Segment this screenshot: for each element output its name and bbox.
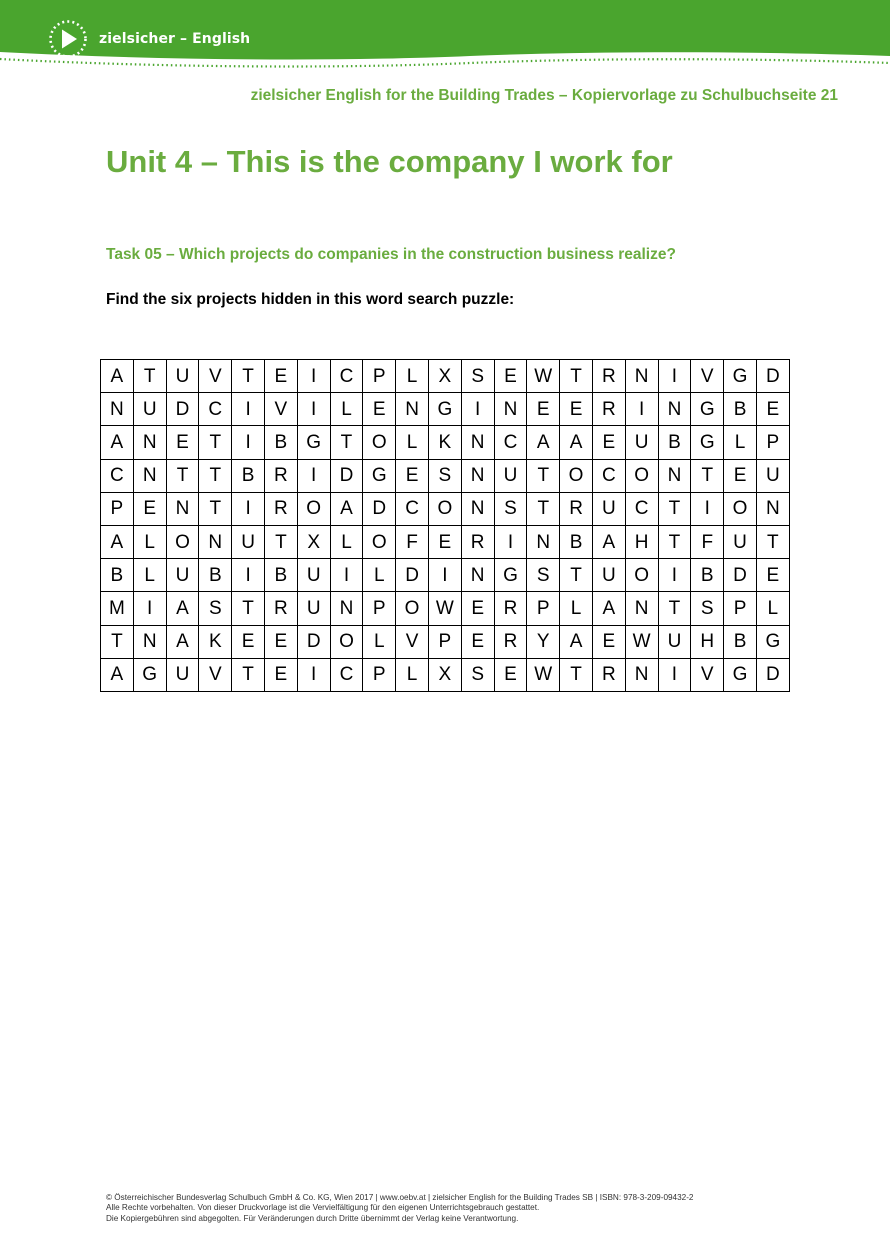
grid-cell: E	[527, 393, 560, 426]
grid-cell: I	[297, 360, 330, 393]
grid-cell: I	[133, 592, 166, 625]
grid-cell: B	[199, 559, 232, 592]
grid-cell: N	[133, 426, 166, 459]
grid-cell: N	[625, 658, 658, 691]
grid-cell: U	[133, 393, 166, 426]
grid-cell: G	[297, 426, 330, 459]
grid-cell: K	[199, 625, 232, 658]
grid-cell: T	[658, 592, 691, 625]
grid-cell: W	[527, 658, 560, 691]
grid-cell: N	[625, 360, 658, 393]
grid-cell: E	[264, 360, 297, 393]
grid-cell: I	[658, 658, 691, 691]
grid-cell: E	[232, 625, 265, 658]
grid-cell: X	[428, 360, 461, 393]
grid-cell: N	[658, 393, 691, 426]
grid-cell: E	[166, 426, 199, 459]
grid-cell: A	[101, 360, 134, 393]
grid-cell: P	[101, 492, 134, 525]
grid-cell: O	[396, 592, 429, 625]
grid-cell: U	[494, 459, 527, 492]
grid-cell: N	[461, 492, 494, 525]
footer-rights: Alle Rechte vorbehalten. Von dieser Druckvorlage ist die Vervielfältigung für den eigenen Unterrichtsgebrauch gestattet.	[106, 1203, 540, 1213]
grid-cell: I	[232, 393, 265, 426]
grid-cell: E	[560, 393, 593, 426]
task-instruction: Find the six projects hidden in this word search puzzle:	[106, 291, 515, 308]
grid-cell: R	[494, 625, 527, 658]
grid-cell: I	[658, 360, 691, 393]
grid-cell: C	[592, 459, 625, 492]
grid-cell: I	[232, 559, 265, 592]
grid-cell: A	[330, 492, 363, 525]
grid-cell: T	[330, 426, 363, 459]
grid-cell: B	[724, 625, 757, 658]
grid-cell: E	[133, 492, 166, 525]
grid-cell: L	[724, 426, 757, 459]
grid-cell: E	[428, 525, 461, 558]
grid-cell: O	[363, 426, 396, 459]
grid-cell: E	[494, 658, 527, 691]
grid-cell: D	[297, 625, 330, 658]
grid-cell: H	[625, 525, 658, 558]
grid-cell: F	[396, 525, 429, 558]
grid-cell: P	[724, 592, 757, 625]
grid-cell: O	[166, 525, 199, 558]
grid-cell: U	[297, 592, 330, 625]
grid-cell: I	[658, 559, 691, 592]
grid-cell: B	[232, 459, 265, 492]
grid-row	[101, 525, 790, 558]
grid-cell: D	[363, 492, 396, 525]
grid-cell: T	[527, 492, 560, 525]
grid-cell: W	[625, 625, 658, 658]
grid-cell: C	[199, 393, 232, 426]
grid-cell: T	[232, 592, 265, 625]
grid-cell: O	[625, 559, 658, 592]
grid-cell: I	[297, 393, 330, 426]
grid-cell: M	[101, 592, 134, 625]
header-band	[0, 0, 890, 78]
grid-row	[101, 492, 790, 525]
grid-cell: U	[625, 426, 658, 459]
grid-cell: N	[494, 393, 527, 426]
footer	[106, 1193, 694, 1224]
grid-cell: R	[461, 525, 494, 558]
grid-cell: I	[297, 459, 330, 492]
grid-cell: B	[560, 525, 593, 558]
grid-cell: O	[297, 492, 330, 525]
grid-cell: T	[691, 459, 724, 492]
grid-cell: C	[396, 492, 429, 525]
grid-cell: A	[101, 525, 134, 558]
grid-cell: U	[166, 559, 199, 592]
grid-cell: N	[461, 559, 494, 592]
grid-cell: L	[560, 592, 593, 625]
grid-row	[101, 658, 790, 691]
grid-cell: T	[199, 459, 232, 492]
grid-cell: S	[527, 559, 560, 592]
grid-cell: G	[133, 658, 166, 691]
grid-cell: I	[232, 426, 265, 459]
grid-cell: V	[199, 658, 232, 691]
grid-cell: P	[363, 592, 396, 625]
grid-cell: A	[166, 625, 199, 658]
unit-title: Unit 4 – This is the company I work for	[106, 144, 673, 179]
grid-cell: B	[264, 426, 297, 459]
grid-cell: I	[232, 492, 265, 525]
grid-cell: A	[101, 658, 134, 691]
grid-cell: R	[560, 492, 593, 525]
grid-cell: S	[494, 492, 527, 525]
grid-cell: E	[592, 426, 625, 459]
grid-cell: T	[658, 492, 691, 525]
grid-cell: G	[724, 658, 757, 691]
grid-cell: B	[101, 559, 134, 592]
grid-row	[101, 592, 790, 625]
grid-cell: P	[428, 625, 461, 658]
grid-cell: O	[560, 459, 593, 492]
grid-cell: E	[494, 360, 527, 393]
grid-cell: D	[756, 360, 789, 393]
grid-cell: C	[494, 426, 527, 459]
grid-cell: R	[264, 459, 297, 492]
grid-cell: C	[330, 658, 363, 691]
grid-cell: X	[297, 525, 330, 558]
grid-cell: A	[166, 592, 199, 625]
grid-cell: N	[133, 625, 166, 658]
grid-cell: C	[330, 360, 363, 393]
grid-cell: T	[199, 426, 232, 459]
grid-cell: G	[691, 393, 724, 426]
grid-cell: U	[166, 658, 199, 691]
grid-cell: E	[396, 459, 429, 492]
grid-cell: D	[724, 559, 757, 592]
grid-cell: L	[133, 525, 166, 558]
grid-cell: D	[396, 559, 429, 592]
grid-cell: T	[756, 525, 789, 558]
grid-cell: E	[461, 625, 494, 658]
grid-cell: E	[461, 592, 494, 625]
grid-cell: U	[297, 559, 330, 592]
grid-cell: Y	[527, 625, 560, 658]
grid-cell: C	[101, 459, 134, 492]
play-circle-icon	[48, 19, 88, 59]
grid-cell: R	[264, 592, 297, 625]
grid-cell: T	[658, 525, 691, 558]
grid-cell: B	[724, 393, 757, 426]
grid-cell: E	[264, 625, 297, 658]
grid-cell: G	[724, 360, 757, 393]
grid-cell: U	[592, 492, 625, 525]
grid-cell: N	[658, 459, 691, 492]
grid-cell: L	[330, 393, 363, 426]
grid-cell: U	[756, 459, 789, 492]
grid-cell: A	[592, 592, 625, 625]
grid-cell: P	[756, 426, 789, 459]
grid-cell: T	[101, 625, 134, 658]
grid-cell: T	[264, 525, 297, 558]
grid-cell: G	[756, 625, 789, 658]
grid-cell: T	[560, 658, 593, 691]
grid-cell: X	[428, 658, 461, 691]
grid-cell: L	[363, 625, 396, 658]
grid-cell: R	[592, 658, 625, 691]
grid-cell: N	[527, 525, 560, 558]
grid-cell: N	[199, 525, 232, 558]
grid-cell: G	[691, 426, 724, 459]
grid-cell: L	[396, 658, 429, 691]
grid-row	[101, 459, 790, 492]
grid-cell: T	[133, 360, 166, 393]
grid-cell: V	[199, 360, 232, 393]
grid-cell: N	[101, 393, 134, 426]
brand-name: zielsicher – English	[99, 31, 251, 47]
grid-cell: U	[724, 525, 757, 558]
grid-cell: U	[592, 559, 625, 592]
brand	[48, 18, 250, 60]
grid-cell: O	[724, 492, 757, 525]
grid-cell: T	[560, 559, 593, 592]
running-head: zielsicher English for the Building Trades – Kopiervorlage zu Schulbuchseite 21	[250, 87, 838, 104]
grid-cell: F	[691, 525, 724, 558]
grid-cell: D	[166, 393, 199, 426]
grid-cell: N	[396, 393, 429, 426]
grid-cell: T	[232, 658, 265, 691]
grid-cell: I	[494, 525, 527, 558]
word-search-grid	[100, 359, 790, 692]
grid-cell: A	[527, 426, 560, 459]
grid-cell: A	[592, 525, 625, 558]
grid-cell: E	[592, 625, 625, 658]
grid-cell: V	[691, 360, 724, 393]
grid-cell: D	[756, 658, 789, 691]
grid-row	[101, 393, 790, 426]
grid-row	[101, 559, 790, 592]
grid-cell: T	[199, 492, 232, 525]
grid-cell: D	[330, 459, 363, 492]
grid-cell: U	[658, 625, 691, 658]
grid-cell: E	[264, 658, 297, 691]
grid-cell: I	[625, 393, 658, 426]
grid-cell: I	[691, 492, 724, 525]
grid-cell: U	[232, 525, 265, 558]
grid-cell: H	[691, 625, 724, 658]
grid-cell: I	[297, 658, 330, 691]
grid-cell: L	[330, 525, 363, 558]
grid-cell: N	[461, 426, 494, 459]
grid-cell: T	[560, 360, 593, 393]
task-heading: Task 05 – Which projects do companies in the construction business realize?	[106, 246, 676, 263]
grid-cell: A	[560, 625, 593, 658]
grid-cell: T	[232, 360, 265, 393]
grid-row	[101, 625, 790, 658]
grid-cell: N	[625, 592, 658, 625]
grid-cell: G	[363, 459, 396, 492]
grid-cell: L	[396, 360, 429, 393]
grid-cell: G	[494, 559, 527, 592]
grid-cell: S	[461, 360, 494, 393]
grid-cell: I	[330, 559, 363, 592]
grid-cell: R	[592, 360, 625, 393]
grid-cell: E	[724, 459, 757, 492]
grid-cell: L	[133, 559, 166, 592]
grid-cell: O	[363, 525, 396, 558]
grid-cell: B	[264, 559, 297, 592]
grid-cell: B	[658, 426, 691, 459]
grid-cell: N	[133, 459, 166, 492]
grid-cell: E	[756, 559, 789, 592]
grid-cell: L	[396, 426, 429, 459]
grid-cell: S	[428, 459, 461, 492]
grid-cell: S	[199, 592, 232, 625]
grid-cell: R	[592, 393, 625, 426]
grid-cell: A	[101, 426, 134, 459]
grid-cell: E	[756, 393, 789, 426]
grid-cell: L	[756, 592, 789, 625]
grid-cell: N	[166, 492, 199, 525]
grid-cell: R	[494, 592, 527, 625]
grid-cell: E	[363, 393, 396, 426]
grid-cell: A	[560, 426, 593, 459]
grid-cell: N	[461, 459, 494, 492]
grid-cell: L	[363, 559, 396, 592]
footer-copyright: © Österreichischer Bundesverlag Schulbuch GmbH & Co. KG, Wien 2017 | www.oebv.at | zielsicher English for the Building Trades SB | ISBN: 978-3-209-09432-2	[106, 1193, 694, 1202]
grid-row	[101, 426, 790, 459]
grid-cell: I	[461, 393, 494, 426]
grid-cell: V	[396, 625, 429, 658]
grid-cell: S	[691, 592, 724, 625]
grid-cell: V	[691, 658, 724, 691]
grid-cell: T	[166, 459, 199, 492]
grid-cell: N	[756, 492, 789, 525]
grid-cell: G	[428, 393, 461, 426]
grid-cell: C	[625, 492, 658, 525]
grid-cell: T	[527, 459, 560, 492]
grid-cell: R	[264, 492, 297, 525]
grid-cell: V	[264, 393, 297, 426]
grid-cell: O	[330, 625, 363, 658]
grid-cell: U	[166, 360, 199, 393]
grid-cell: K	[428, 426, 461, 459]
grid-cell: P	[363, 360, 396, 393]
grid-cell: O	[428, 492, 461, 525]
grid-cell: P	[363, 658, 396, 691]
grid-cell: B	[691, 559, 724, 592]
grid-cell: W	[428, 592, 461, 625]
grid-cell: N	[330, 592, 363, 625]
grid-row	[101, 360, 790, 393]
grid-cell: S	[461, 658, 494, 691]
grid-cell: O	[625, 459, 658, 492]
footer-disclaimer: Die Kopiergebühren sind abgegolten. Für Veränderungen durch Dritte übernimmt der Verlag keine Verantwortung.	[106, 1213, 519, 1223]
grid-cell: I	[428, 559, 461, 592]
grid-cell: P	[527, 592, 560, 625]
grid-cell: W	[527, 360, 560, 393]
